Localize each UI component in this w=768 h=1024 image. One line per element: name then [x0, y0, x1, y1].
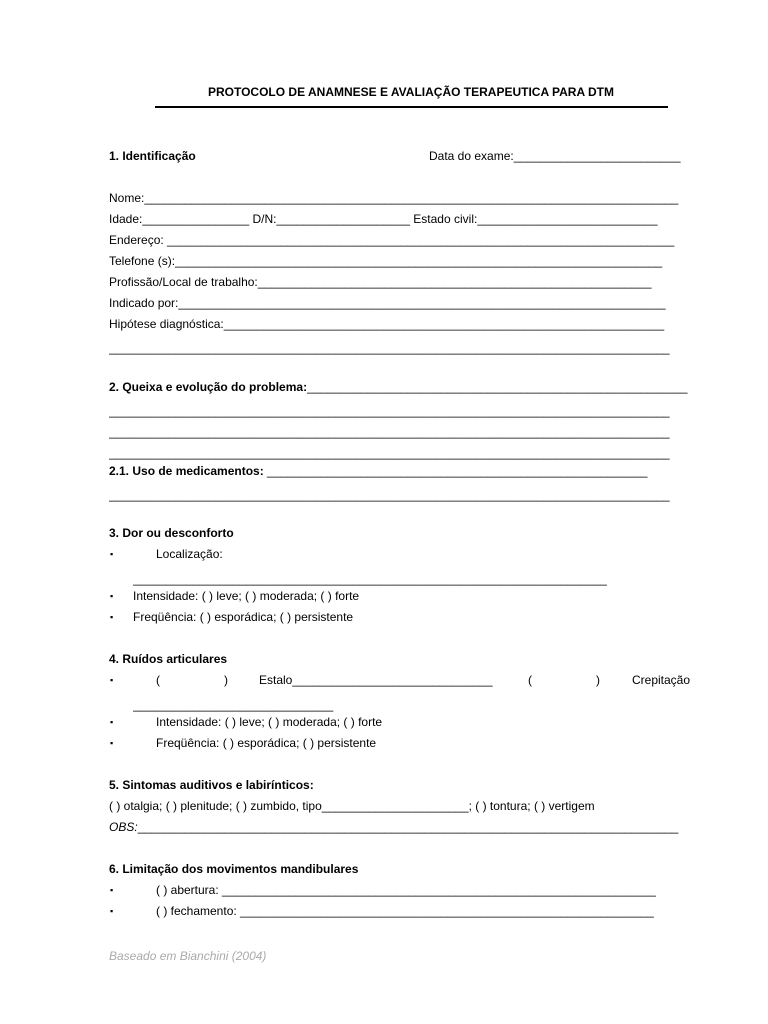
- address-field[interactable]: Endereço: ____________________________________________________________________________: [109, 233, 675, 247]
- obs-label: OBS:: [109, 820, 138, 834]
- noise-frequency-options[interactable]: Freqüência: ( ) esporádica; ( ) persistente: [156, 736, 377, 750]
- exam-date-field[interactable]: Data do exame:_________________________: [429, 149, 681, 163]
- blank-line[interactable]: ____________________________________________________________________________________: [109, 488, 670, 502]
- document-title: PROTOCOLO DE ANAMNESE E AVALIAÇÃO TERAPEUTICA PARA DTM: [207, 85, 614, 99]
- referred-by-field[interactable]: Indicado por:_________________________________________________________________________: [109, 296, 666, 310]
- section-5-heading: 5. Sintomas auditivos e labirínticos:: [109, 778, 314, 792]
- noise-intensity-options[interactable]: Intensidade: ( ) leve; ( ) moderada; ( ) forte: [156, 715, 383, 729]
- crepitus-checkbox-close[interactable]: ): [596, 673, 600, 687]
- bullet-icon: ▪: [110, 612, 114, 622]
- obs-row: [109, 819, 692, 835]
- click-field[interactable]: Estalo______________________________: [259, 673, 493, 687]
- section-4-heading: 4. Ruídos articulares: [109, 652, 228, 666]
- blank-line[interactable]: ____________________________________________________________________________________: [109, 446, 670, 460]
- closing-field[interactable]: ( ) fechamento: ______________________________________________________________: [156, 904, 654, 918]
- section-3-heading: 3. Dor ou desconforto: [109, 526, 234, 540]
- pain-frequency-options[interactable]: Freqüência: ( ) esporádica; ( ) persistente: [133, 610, 354, 624]
- blank-line[interactable]: ____________________________________________________________________________________: [109, 341, 670, 355]
- auditory-symptoms-options[interactable]: ( ) otalgia; ( ) plenitude; ( ) zumbido, tipo______________________; ( ) tontura; ( ) vertigem: [109, 799, 595, 813]
- click-checkbox-close[interactable]: ): [224, 673, 228, 687]
- opening-field[interactable]: ( ) abertura: _________________________________________________________________: [156, 883, 656, 897]
- section-2-1-row: [109, 463, 692, 479]
- phone-field[interactable]: Telefone (s):_________________________________________________________________________: [109, 254, 663, 268]
- bullet-icon: ▪: [110, 738, 114, 748]
- name-field[interactable]: Nome:________________________________________________________________________________: [109, 191, 679, 205]
- bullet-icon: ▪: [110, 549, 114, 559]
- diagnostic-hypothesis-field[interactable]: Hipótese diagnóstica:__________________________________________________________________: [109, 317, 665, 331]
- bullet-icon: ▪: [110, 717, 114, 727]
- crepitus-checkbox-open[interactable]: (: [528, 673, 532, 687]
- bullet-icon: ▪: [110, 885, 114, 895]
- location-field[interactable]: _______________________________________________________________________: [133, 572, 607, 586]
- blank-line[interactable]: ____________________________________________________________________________________: [109, 404, 670, 418]
- bullet-icon: ▪: [110, 675, 114, 685]
- medication-field[interactable]: _________________________________________________________: [263, 464, 648, 478]
- crepitus-label: Crepitação: [632, 673, 691, 687]
- pain-intensity-options[interactable]: Intensidade: ( ) leve; ( ) moderada; ( ) forte: [133, 589, 360, 603]
- title-underline: [155, 106, 668, 108]
- section-2-row: [109, 379, 692, 395]
- age-dob-civil-field[interactable]: Idade:________________ D/N:____________________ Estado civil:___________________________: [109, 212, 658, 226]
- blank-line[interactable]: ____________________________________________________________________________________: [109, 425, 670, 439]
- section-6-heading: 6. Limitação dos movimentos mandibulares: [109, 862, 359, 876]
- bullet-icon: ▪: [110, 906, 114, 916]
- obs-field[interactable]: _________________________________________________________________________________: [137, 820, 679, 834]
- click-checkbox-open[interactable]: (: [156, 673, 160, 687]
- profession-field[interactable]: Profissão/Local de trabalho:___________________________________________________________: [109, 275, 652, 289]
- crepitus-field[interactable]: ______________________________: [133, 698, 334, 712]
- section-2-1-heading: 2.1. Uso de medicamentos:: [109, 464, 264, 478]
- section-1-heading: 1. Identificação: [109, 149, 196, 163]
- bullet-icon: ▪: [110, 591, 114, 601]
- footer-source-note: Baseado em Bianchini (2004): [109, 949, 267, 963]
- location-label: Localização:: [156, 547, 223, 561]
- complaint-field[interactable]: _________________________________________________________: [307, 380, 688, 394]
- section-2-heading: 2. Queixa e evolução do problema:: [109, 380, 308, 394]
